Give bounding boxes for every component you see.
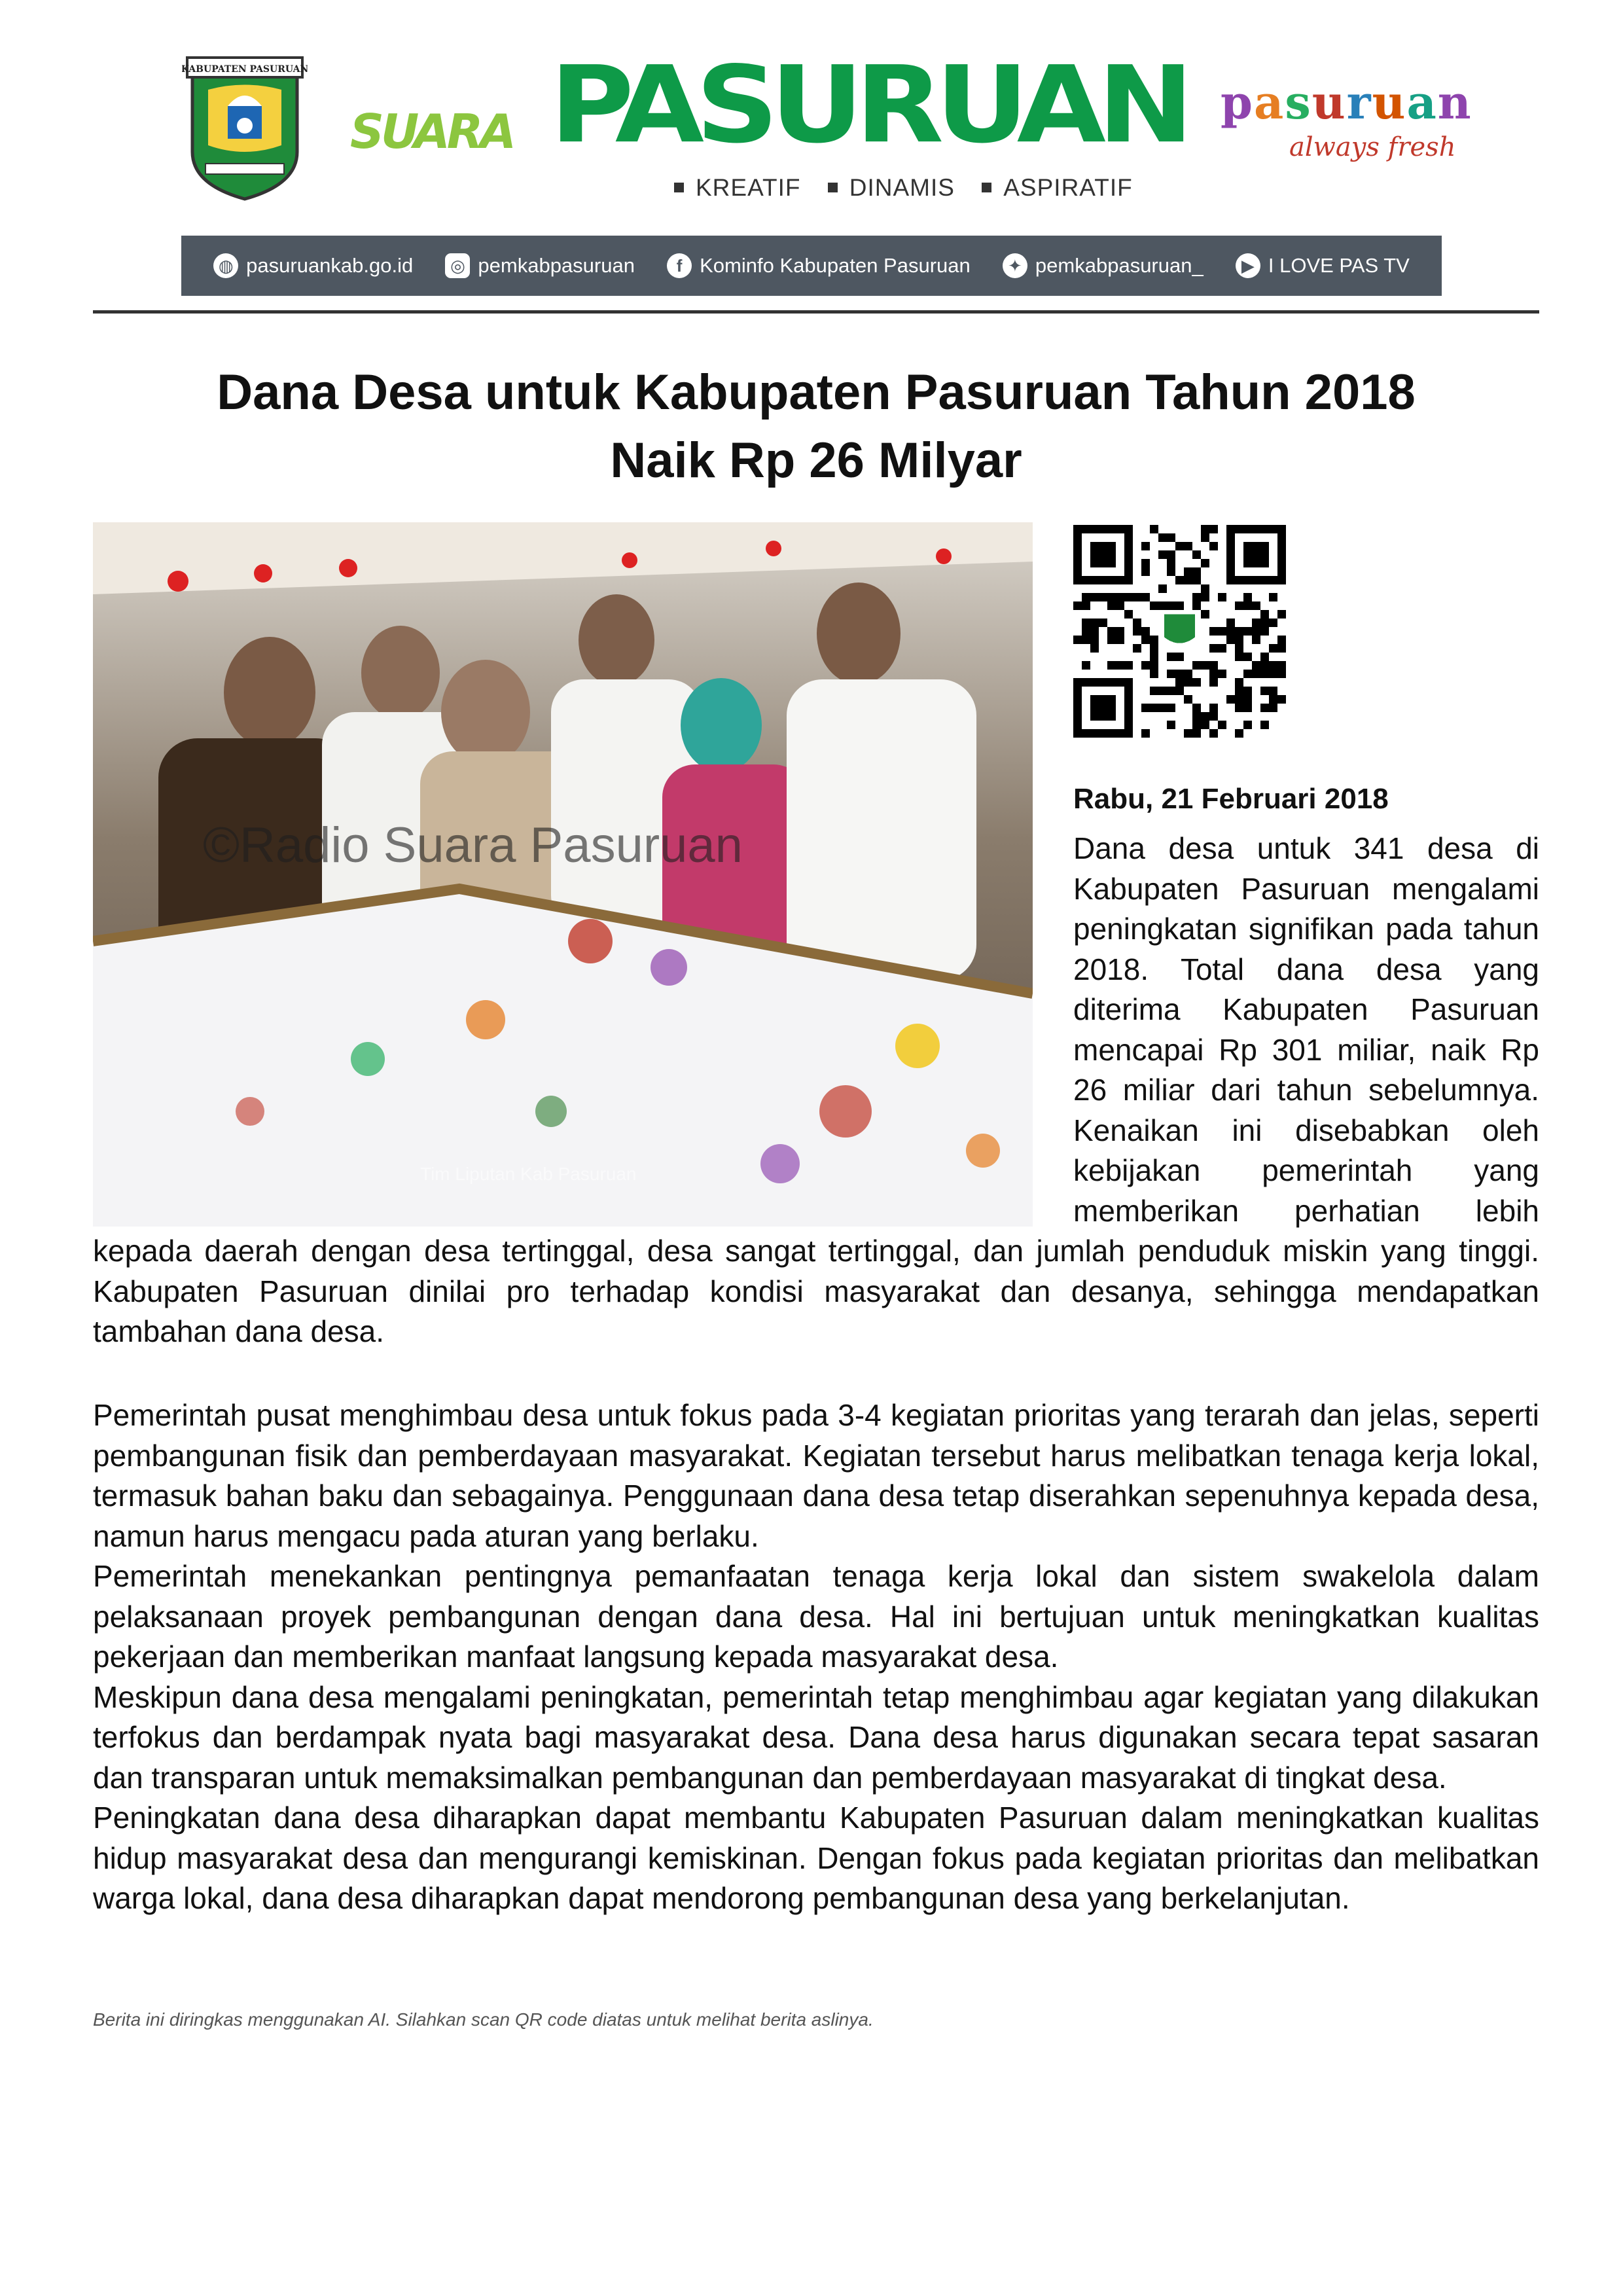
- suara-pasuruan-logo: [350, 43, 1186, 167]
- qr-code[interactable]: [1073, 525, 1286, 738]
- bullet-square-icon: [828, 183, 838, 192]
- crest-banner-text: KABUPATEN PASURUAN: [182, 64, 308, 75]
- pasuruan-tourism-logo: [1221, 75, 1472, 178]
- facebook-icon: f: [667, 253, 692, 278]
- ai-summary-footnote: Berita ini diringkas menggunakan AI. Silahkan scan QR code diatas untuk melihat berita aslinya.: [93, 2009, 874, 2030]
- article-paragraph: Pemerintah pusat menghimbau desa untuk fokus pada 3-4 kegiatan prioritas yang terarah dan jelas, seperti pembangunan fisik dan pemberdayaan masyarakat. Kegiatan tersebut harus melibatkan tenaga kerja lokal, termasuk bahan baku dan sebagainya. Penggunaan dana desa tetap diserahkan sepenuhnya kepada desa, namun harus mengacu pada aturan yang berlaku.: [93, 1398, 1539, 1553]
- tourism-logo-word: pasuruan: [1221, 75, 1472, 130]
- article-title: Dana Desa untuk Kabupaten Pasuruan Tahun 2018 Naik Rp 26 Milyar: [217, 365, 1416, 488]
- social-link-twitter[interactable]: ✦ pemkabpasuruan_: [1003, 253, 1204, 278]
- bullet-square-icon: [982, 183, 991, 192]
- globe-icon: ◍: [213, 253, 238, 278]
- instagram-icon: ◎: [445, 253, 470, 278]
- tourism-logo-slogan: always fresh: [1289, 132, 1456, 162]
- social-links-bar: [181, 236, 1442, 296]
- header-divider: [93, 310, 1539, 314]
- article-paragraph: Peningkatan dana desa diharapkan dapat membantu Kabupaten Pasuruan dalam meningkatkan kualitas hidup masyarakat desa dan mengurangi kemiskinan. Dengan fokus pada kegiatan prioritas dan melibatkan warga lokal, dana desa diharapkan dapat mendorong pembangunan desa yang berkelanjutan.: [93, 1801, 1539, 1915]
- photo-credit: Tim Liputan Kab Pasuruan: [420, 1164, 637, 1184]
- brand-pasuruan-text: PASURUAN: [550, 43, 1186, 167]
- bullet-square-icon: [674, 183, 684, 192]
- photo-watermark: ©Radio Suara Pasuruan: [203, 817, 743, 873]
- twitter-icon: ✦: [1003, 253, 1027, 278]
- social-link-facebook[interactable]: f Kominfo Kabupaten Pasuruan: [667, 253, 971, 278]
- social-link-website[interactable]: ◍ pasuruankab.go.id: [213, 253, 413, 278]
- youtube-icon: ▶: [1236, 253, 1260, 278]
- social-link-instagram[interactable]: ◎ pemkabpasuruan: [445, 253, 635, 278]
- brand-suara-text: SUARA: [350, 104, 513, 159]
- article-paragraph: Pemerintah menekankan pentingnya pemanfaatan tenaga kerja lokal dan sistem swakelola dalam pelaksanaan proyek pembangunan dengan dana desa. Hal ini bertujuan untuk meningkatkan kualitas pekerjaan dan memberikan manfaat langsung kepada masyarakat desa.: [93, 1559, 1539, 1674]
- article-paragraph: Dana desa untuk 341 desa di Kabupaten Pasuruan mengalami peningkatan signifikan pada tahun 2018. Total dana desa yang diterima Kabupaten Pasuruan mencapai Rp 301 miliar, naik Rp 26 miliar dari tahun sebelumnya. Kenaikan ini disebabkan oleh kebijakan pemerintah yang memberikan perhatian lebih kepada daerah dengan desa tertinggal, desa sangat tertinggal, dan jumlah penduduk miskin yang tinggi. Kabupaten Pasuruan dinilai pro terhadap kondisi masyarakat dan desanya, sehingga mendapatkan tambahan dana desa.: [93, 831, 1539, 1348]
- tagline: KREATIF DINAMIS ASPIRATIF: [674, 174, 1152, 202]
- article-paragraph: Meskipun dana desa mengalami peningkatan, pemerintah tetap menghimbau agar kegiatan yang dilakukan terfokus dan berdampak nyata bagi masyarakat desa. Dana desa harus digunakan secara tepat sasaran dan transparan untuk memaksimalkan pembangunan dan pemberdayaan masyarakat di tingkat desa.: [93, 1679, 1539, 1795]
- kabupaten-crest-logo: [182, 54, 308, 203]
- social-link-youtube[interactable]: ▶ I LOVE PAS TV: [1236, 253, 1410, 278]
- article-date: Rabu, 21 Februari 2018: [1073, 783, 1389, 815]
